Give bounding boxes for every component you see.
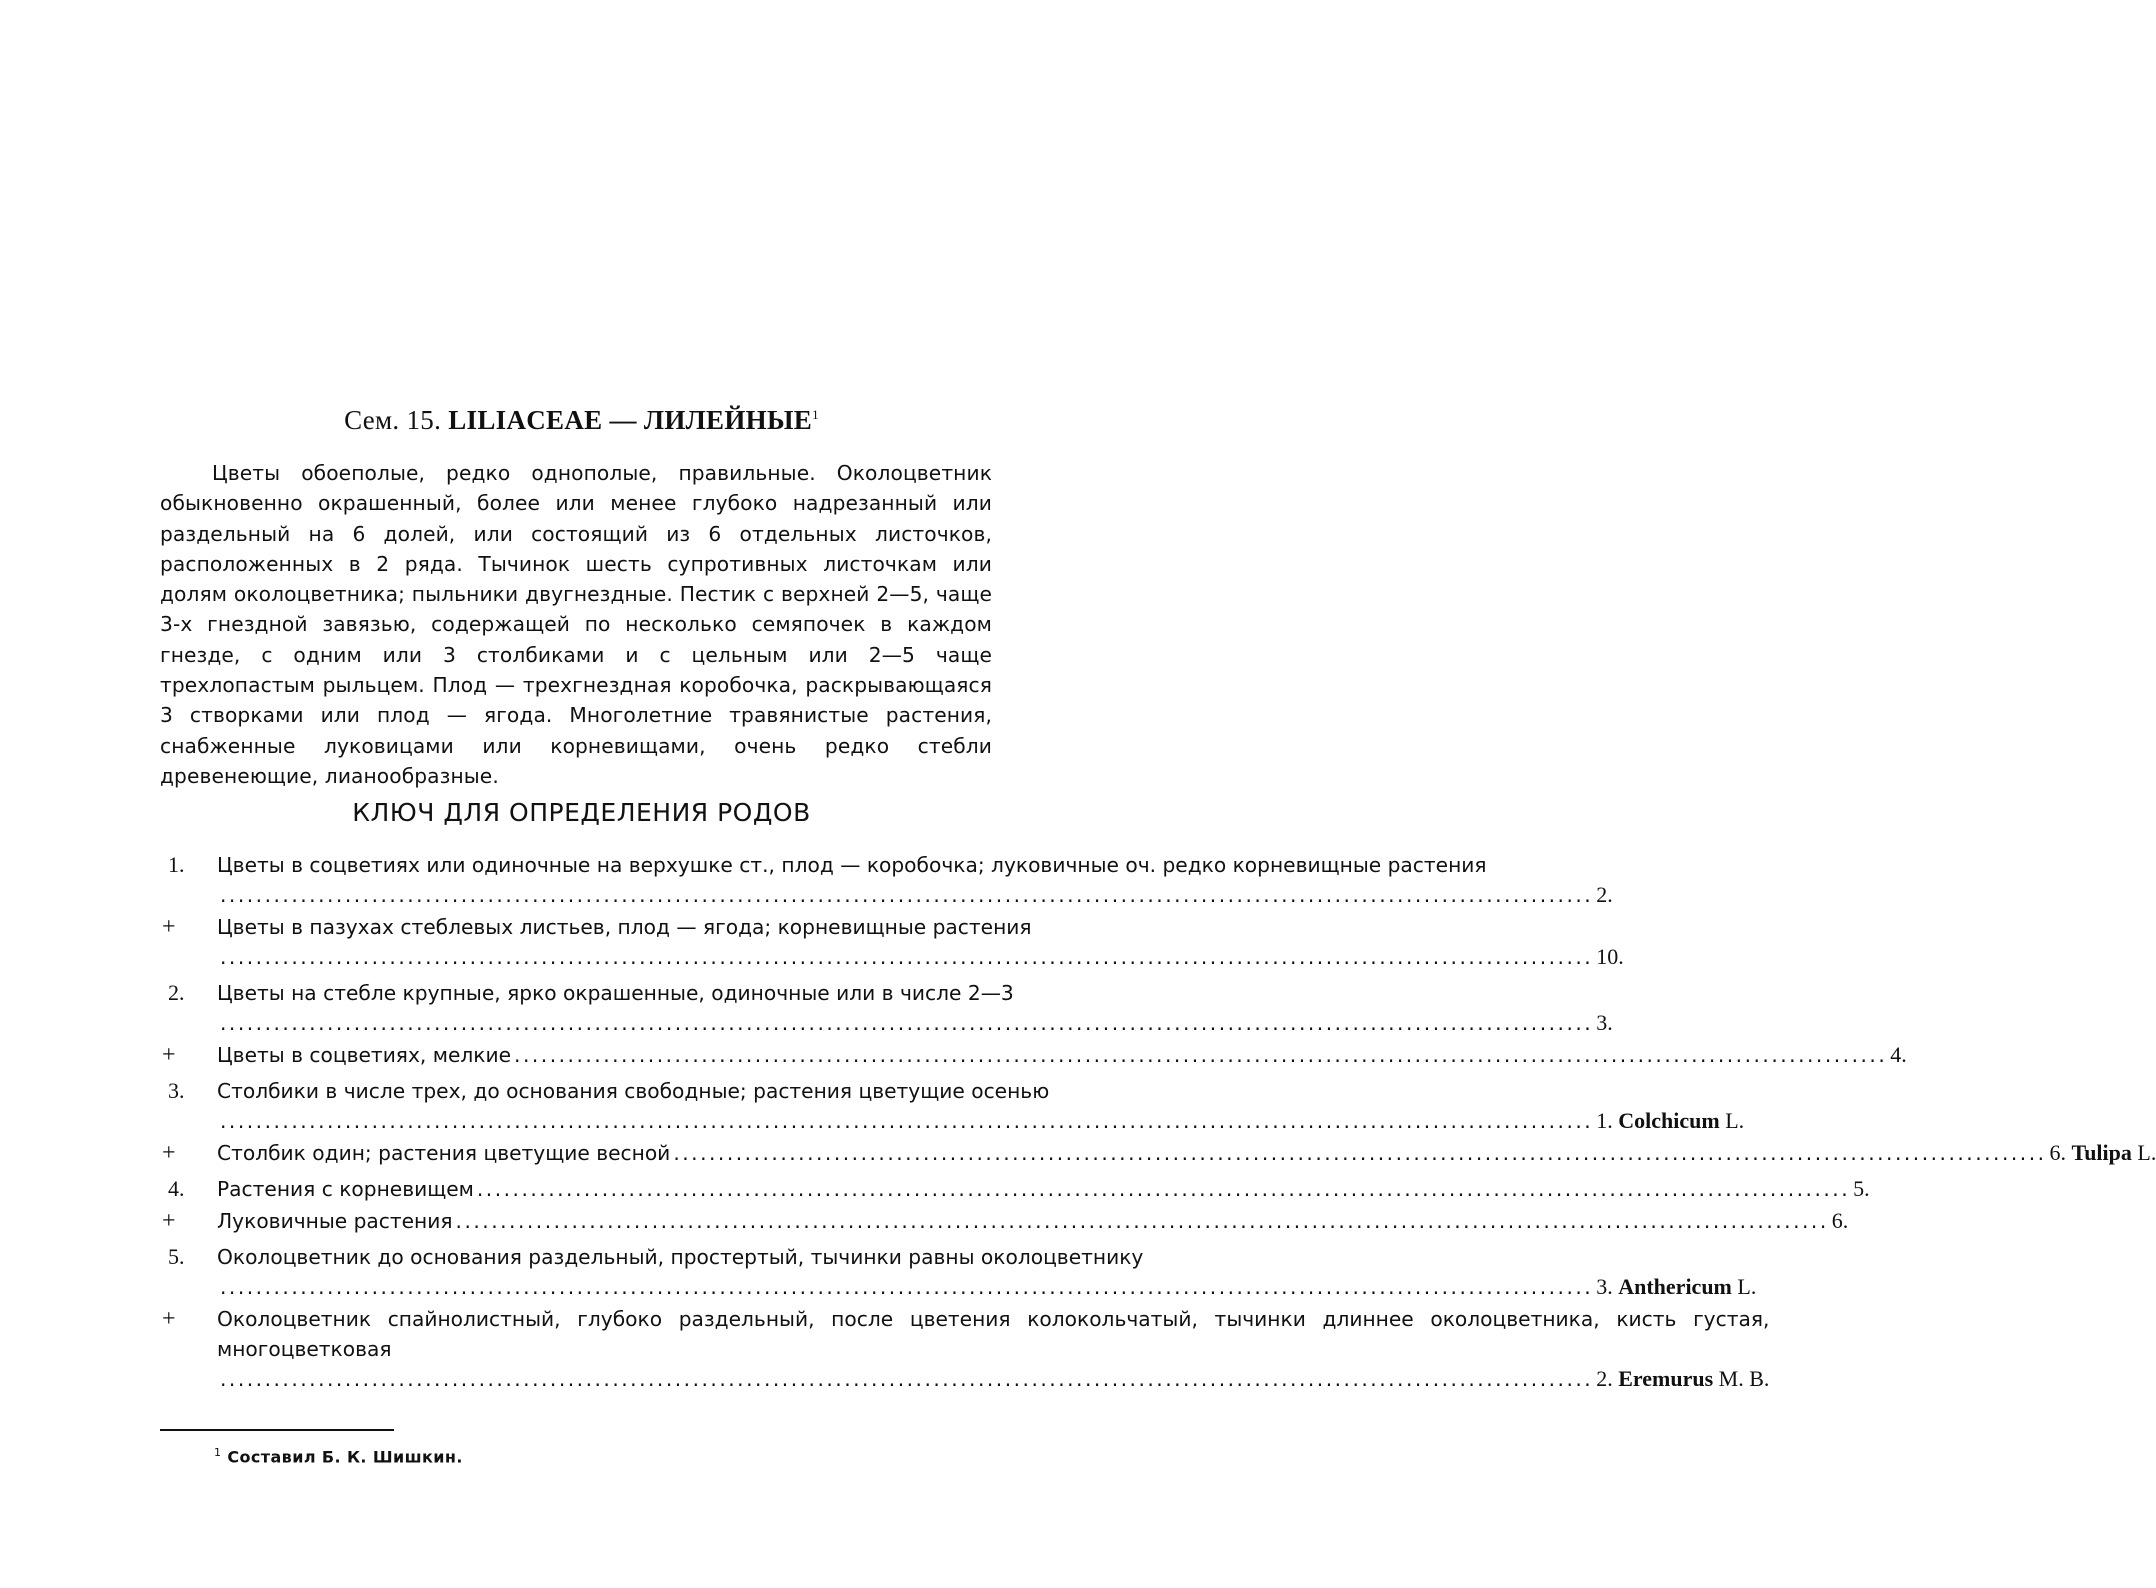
leader-dots (220, 1008, 1593, 1038)
key-lead-5a (160, 1242, 1757, 1302)
leader-dots (477, 1174, 1850, 1204)
family-heading (0, 405, 1163, 436)
lead-text: Столбики в числе трех, до основания свободные; растения цветущие осенью (217, 1079, 1050, 1103)
lead-number: 4. (168, 1176, 185, 1201)
key-couplet-4 (160, 1174, 1870, 1236)
lead-alternative-mark: + (162, 1306, 176, 1332)
leader-dots (456, 1206, 1829, 1236)
lead-target: 10. (1596, 944, 1624, 969)
genus-name: Eremurus (1618, 1366, 1714, 1391)
identification-key (160, 850, 2156, 1400)
footnote-text: Составил Б. К. Шишкин. (227, 1447, 463, 1467)
genus-number: 6. (2049, 1140, 2067, 1165)
leader-dots (220, 1272, 1593, 1302)
leader-dots (220, 1364, 1593, 1394)
lead-number: 5. (168, 1244, 185, 1269)
lead-number: 2. (168, 980, 185, 1005)
lead-text: Цветы в соцветиях, мелкие (217, 1043, 512, 1067)
leader-dots (220, 1106, 1593, 1136)
lead-number: 1. (168, 852, 185, 877)
lead-text: Околоцветник до основания раздельный, простертый, тычинки равны околоцветнику (217, 1245, 1144, 1269)
genus-number: 1. (1596, 1108, 1613, 1133)
family-russian-name: ЛИЛЕЙНЫЕ (643, 405, 813, 435)
key-couplet-1 (160, 850, 1624, 972)
leader-dots (220, 942, 1593, 972)
lead-text: Цветы на стебле крупные, ярко окрашенные, одиночные или в числе 2—3 (217, 981, 1014, 1005)
lead-text: Луковичные растения (217, 1209, 453, 1233)
lead-text: Цветы в пазухах стеблевых листьев, плод — ягода; корневищные растения (217, 915, 1032, 939)
lead-target (2050, 1138, 2156, 1168)
genus-author: L. (1725, 1108, 1745, 1133)
lead-target: 4. (1890, 1042, 1907, 1067)
genus-author: L. (1737, 1274, 1757, 1299)
lead-number: 3. (168, 1078, 185, 1103)
lead-alternative-mark: + (162, 1042, 176, 1068)
lead-text: Растения с корневищем (217, 1177, 474, 1201)
lead-text: Околоцветник спайнолистный, глубоко раздельный, после цветения колокольчатый, тычинки длиннее околоцветника, кисть густая, многоцветковая (217, 1307, 1770, 1361)
lead-target (1596, 1364, 1769, 1394)
genus-number: 3. (1596, 1274, 1613, 1299)
lead-alternative-mark: + (162, 1140, 176, 1166)
lead-target: 2. (1596, 882, 1613, 907)
lead-alternative-mark: + (162, 914, 176, 940)
heading-dash: — (609, 405, 637, 435)
lead-target: 3. (1596, 1010, 1613, 1035)
footnote-reference: 1 (812, 407, 819, 422)
lead-target (1596, 1272, 1756, 1302)
key-lead-3a (160, 1076, 1745, 1136)
lead-text: Цветы в соцветиях или одиночные на верхушке ст., плод — коробочка; луковичные оч. редко корневищные растения (217, 853, 1487, 877)
key-lead-1a (160, 850, 1613, 910)
leader-dots (220, 880, 1593, 910)
genus-author: L. (2137, 1140, 2156, 1165)
key-heading: КЛЮЧ ДЛЯ ОПРЕДЕЛЕНИЯ РОДОВ (352, 798, 811, 827)
family-latin-name: LILIACEAE (448, 405, 603, 435)
key-couplet-3 (160, 1076, 2156, 1168)
lead-target: 5. (1853, 1176, 1870, 1201)
key-lead-5b (160, 1304, 1770, 1394)
genus-name: Colchicum (1618, 1108, 1720, 1133)
footnote-divider (160, 1429, 394, 1431)
key-lead-1b (160, 912, 1624, 972)
lead-alternative-mark: + (162, 1208, 176, 1234)
leader-dots (514, 1040, 1887, 1070)
key-couplet-2 (160, 978, 1907, 1070)
key-lead-3b (160, 1138, 2156, 1168)
lead-text: Столбик один; растения цветущие весной (217, 1141, 671, 1165)
family-number: Сем. 15. (344, 405, 442, 435)
genus-name: Tulipa (2071, 1140, 2132, 1165)
key-lead-2b (160, 1040, 1907, 1070)
key-lead-2a (160, 978, 1613, 1038)
key-couplet-5 (160, 1242, 1770, 1394)
genus-name: Anthericum (1618, 1274, 1732, 1299)
lead-target (1596, 1106, 1744, 1136)
family-description: Цветы обоеполые, редко однополые, правильные. Околоцветник обыкновенно окрашенный, более или менее глубоко надрезанный или раздельный на 6 долей, или состоящий из 6 отдельных листочков, расположенных в 2 ряда. Тычинок шесть супротивных листочкам или долям околоцветника; пыльники двугнездные. Пестик с верхней 2—5, чаще 3-х гнездной завязью, содержащей по несколько семяпочек в каждом гнезде, с одним или 3 столбиками и с цельным или 2—5 чаще трехлопастым рыльцем. Плод — трехгнездная коробочка, раскрывающаяся 3 створками или плод — ягода. Многолетние травянистые растения, снабженные луковицами или корневищами, очень редко стебли древенеющие, лианообразные. (160, 461, 992, 788)
leader-dots (673, 1138, 2046, 1168)
footnote-mark: 1 (214, 1446, 222, 1459)
key-lead-4b (160, 1206, 1849, 1236)
key-lead-4a (160, 1174, 1870, 1204)
genus-author: M. B. (1718, 1366, 1770, 1391)
lead-target: 6. (1831, 1208, 1849, 1233)
footnote (214, 1446, 463, 1466)
genus-number: 2. (1596, 1366, 1613, 1391)
